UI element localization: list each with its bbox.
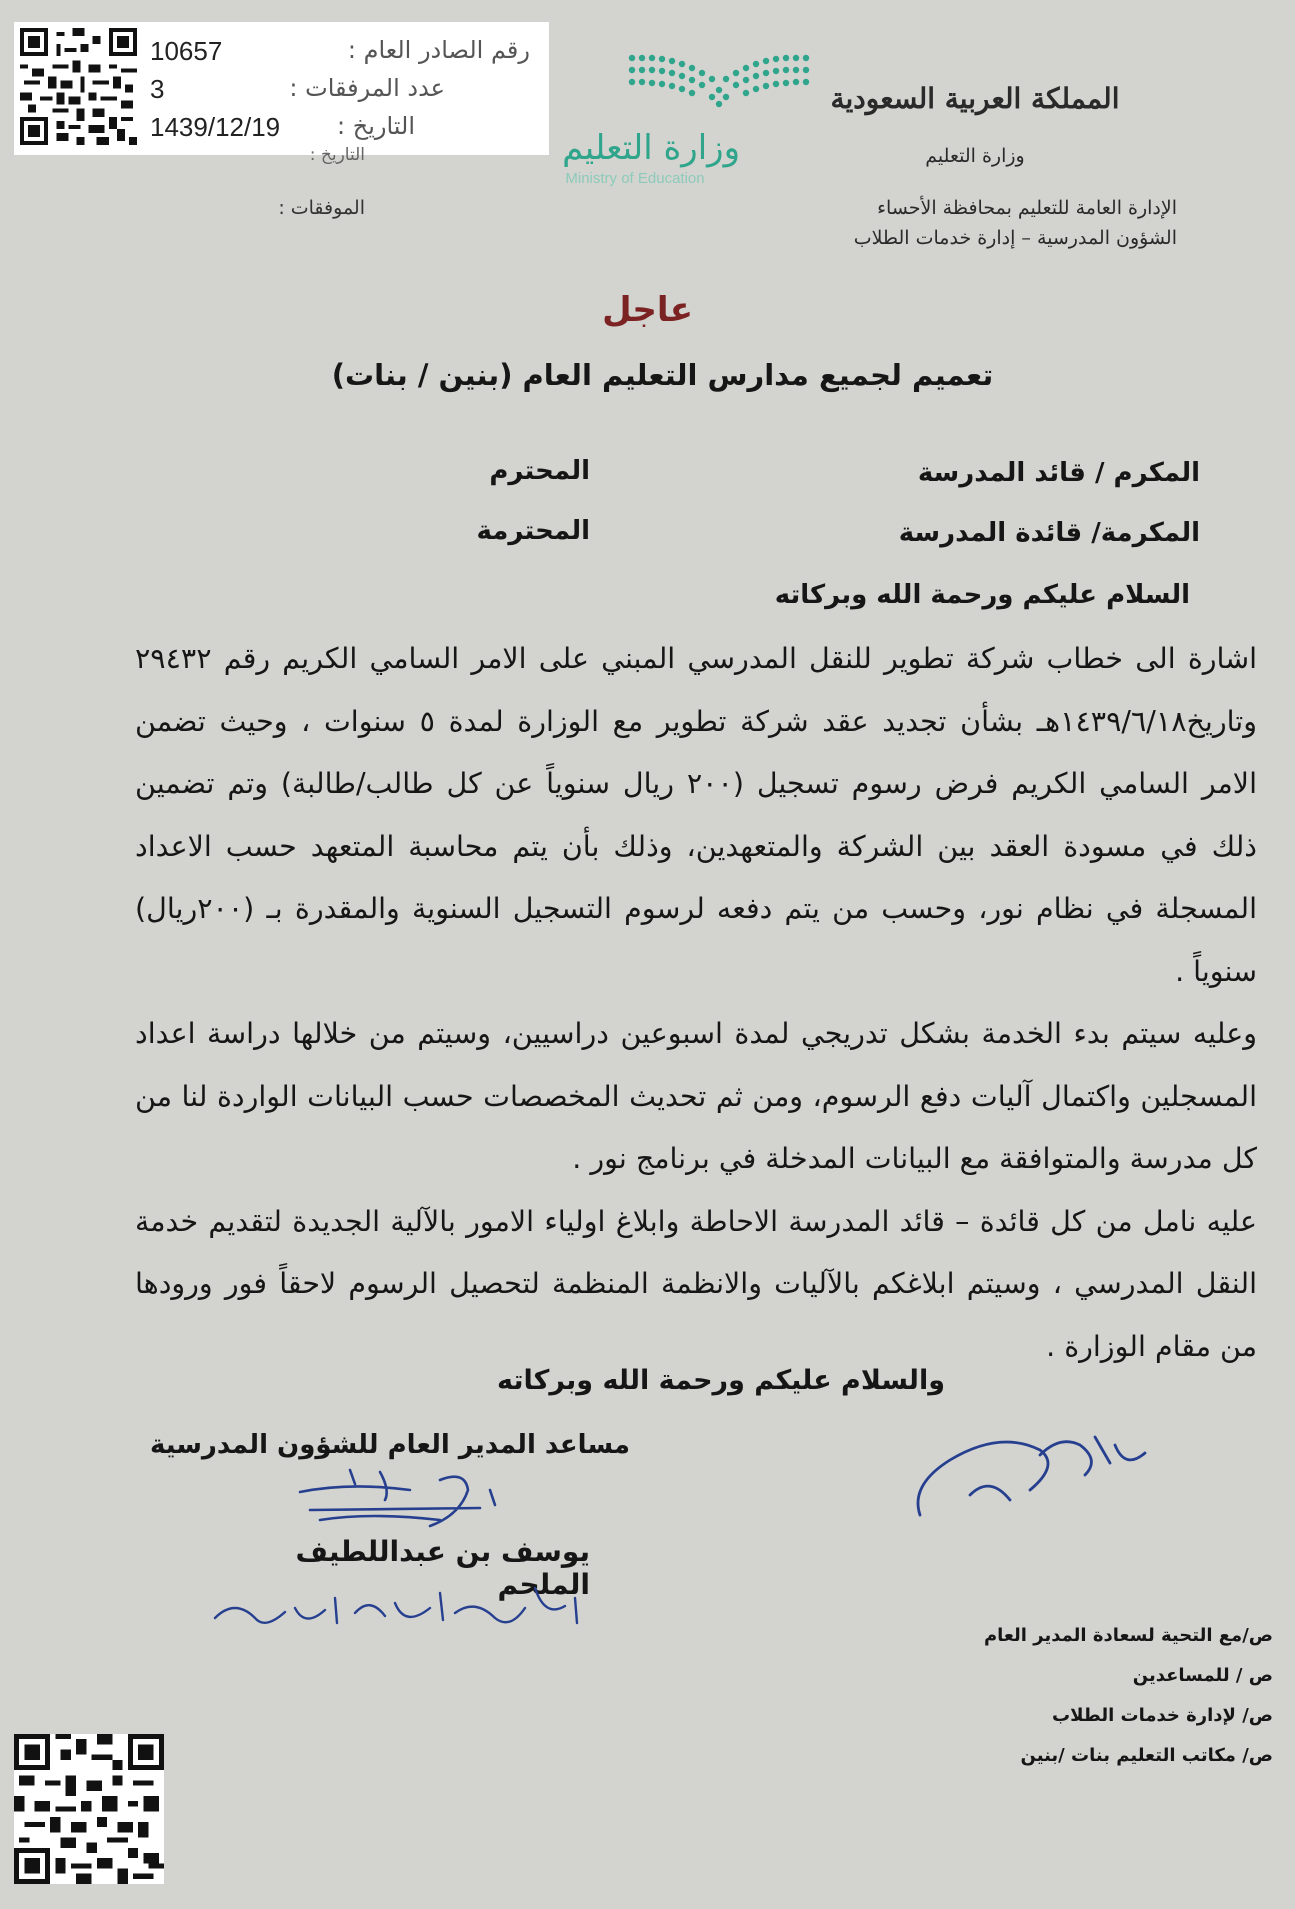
body-paragraph: وعليه سيتم بدء الخدمة بشكل تدريجي لمدة اسبوعين دراسيين، وسيتم من خلالها دراسة اعداد المسجلين واكتمال آليات دفع الرسوم، ومن ثم تحديث المخصصات حسب البيانات الواردة لنا من كل مدرسة والمتوافقة مع البيانات المدخلة في برنامج نور .: [135, 1017, 1257, 1175]
ministry-logo-icon: [628, 52, 810, 112]
outgoing-number-value: 10657: [150, 36, 223, 66]
logo-arabic-text: وزارة التعليم: [562, 128, 740, 168]
outgoing-number-label: رقم الصادر العام :: [347, 36, 530, 64]
department-line-2: الشؤون المدرسية – إدارة خدمات الطلاب: [853, 227, 1177, 249]
letter-body: [135, 628, 1257, 1378]
copy-line: ص/ مكاتب التعليم بنات /بنين: [1020, 1745, 1273, 1766]
department-line-1: الإدارة العامة للتعليم بمحافظة الأحساء: [877, 197, 1177, 219]
addressee-male-honorific: المحترم: [489, 456, 590, 486]
country-name: المملكة العربية السعودية: [830, 82, 1120, 115]
handwritten-signature-icon: [910, 1415, 1160, 1530]
signatory-name: يوسف بن عبداللطيف الملحم: [295, 1535, 590, 1601]
stamp-date-label: التاريخ :: [336, 112, 415, 140]
addressee-female-honorific: المحترمة: [476, 516, 590, 546]
addressee-female-title: المكرمة/ قائدة المدرسة: [898, 518, 1200, 548]
attachments-label: عدد المرفقات :: [289, 74, 445, 102]
stamp-date: [150, 112, 540, 142]
copy-line: ص/مع التحية لسعادة المدير العام: [983, 1625, 1273, 1646]
copy-line: ص / للمساعدين: [1132, 1665, 1273, 1686]
body-paragraph: اشارة الى خطاب شركة تطوير للنقل المدرسي المبني على الامر السامي الكريم رقم ٢٩٤٣٢ وتاريخ١٤٣٩/٦/١٨هـ بشأن تجديد عقد شركة تطوير مع الوزارة لمدة ٥ سنوات ، وحيث تضمن الامر السامي الكريم فرض رسوم تسجيل (٢٠٠ ريال سنوياً عن كل طالب/طالبة) وتم تضمين ذلك في مسودة العقد بين الشركة والمتعهدين، وذلك بأن يتم محاسبة المتعهد حسب الاعداد المسجلة في نظام نور، وحسب من يتم دفعه لرسوم التسجيل السنوية والمقدرة بـ (٢٠٠ريال) سنوياً .: [135, 642, 1258, 988]
urgent-heading: عاجل: [602, 290, 693, 330]
copy-line: ص/ لإدارة خدمات الطلاب: [1052, 1705, 1273, 1726]
closing-greeting: والسلام عليكم ورحمة الله وبركاته: [496, 1365, 945, 1396]
logo-english-text: Ministry of Education: [565, 170, 705, 187]
attachments-field-label: الموفقات :: [278, 197, 365, 219]
circular-title: تعميم لجميع مدارس التعليم العام (بنين / بنات): [331, 358, 994, 392]
ministry-name: وزارة التعليم: [925, 145, 1025, 167]
stamp-attachments: [150, 74, 540, 104]
stamp-date-value: 1439/12/19: [150, 112, 281, 142]
signatory-title: مساعد المدير العام للشؤون المدرسية: [149, 1430, 630, 1460]
addressee-male-title: المكرم / قائد المدرسة: [917, 458, 1200, 488]
qr-code-small-icon: [20, 28, 137, 145]
greeting: السلام عليكم ورحمة الله وبركاته: [774, 580, 1190, 610]
date-field-label: التاريخ :: [309, 145, 365, 165]
qr-code-large-icon: [14, 1734, 164, 1884]
stamp-outgoing-number: [150, 36, 540, 66]
handwritten-initials-icon: [290, 1460, 540, 1540]
body-paragraph: عليه نامل من كل قائدة – قائد المدرسة الاحاطة وابلاغ اولياء الامور بالآلية الجديدة لتقديم خدمة النقل المدرسي ، وسيتم ابلاغكم بالآليات والانظمة المنظمة لتحصيل الرسوم لاحقاً فور ورودها من مقام الوزارة .: [135, 1204, 1257, 1363]
handwritten-name-icon: [205, 1568, 595, 1648]
attachments-value: 3: [150, 74, 165, 104]
